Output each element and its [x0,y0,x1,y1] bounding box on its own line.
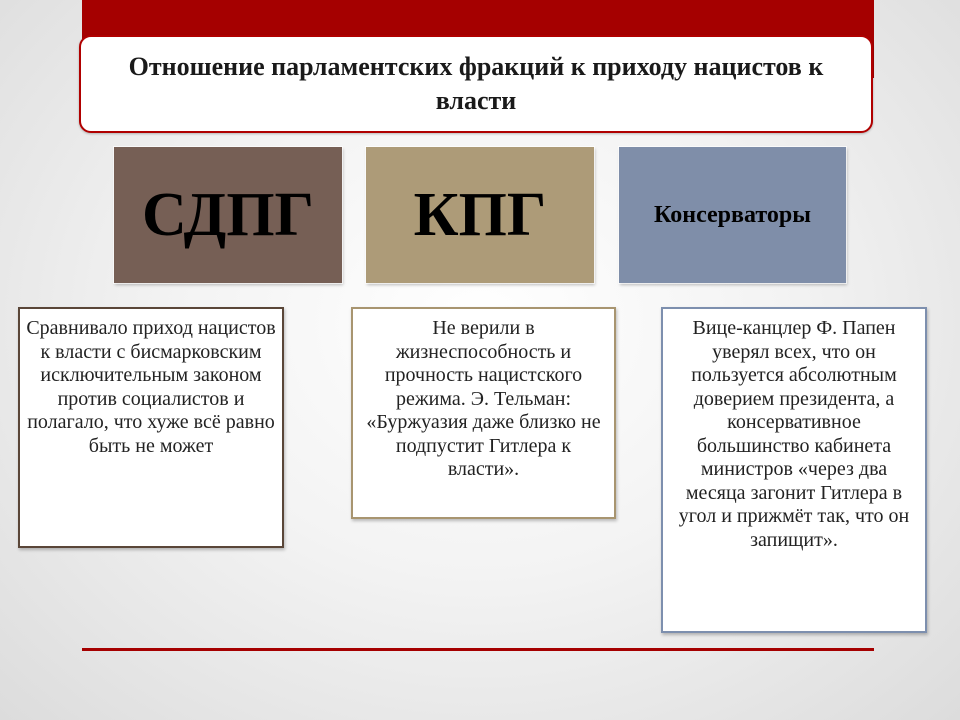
conservatives-description: Вице-канцлер Ф. Папен уверял всех, что он пользуется абсолютным доверием президента, а консервативное большинство кабинета министров «через два месяца загонит Гитлера в угол и прижмёт так, что он запищит». [661,307,927,633]
bottom-accent-line [82,648,874,651]
title-box [79,35,873,133]
faction-kpg: КПГ [366,147,594,283]
faction-conservatives: Консерваторы [619,147,846,283]
slide-title: Отношение парламентских фракций к приходу нацистов к власти [128,52,824,115]
sdpg-description: Сравнивало приход нацистов к власти с бисмарковским исключительным законом против социалистов и полагало, что хуже всё равно быть не может [18,307,284,548]
faction-sdpg: СДПГ [114,147,342,283]
kpg-description: Не верили в жизнеспособность и прочность нацистского режима. Э. Тельман: «Буржуазия даже близко не подпустит Гитлера к власти». [351,307,616,519]
